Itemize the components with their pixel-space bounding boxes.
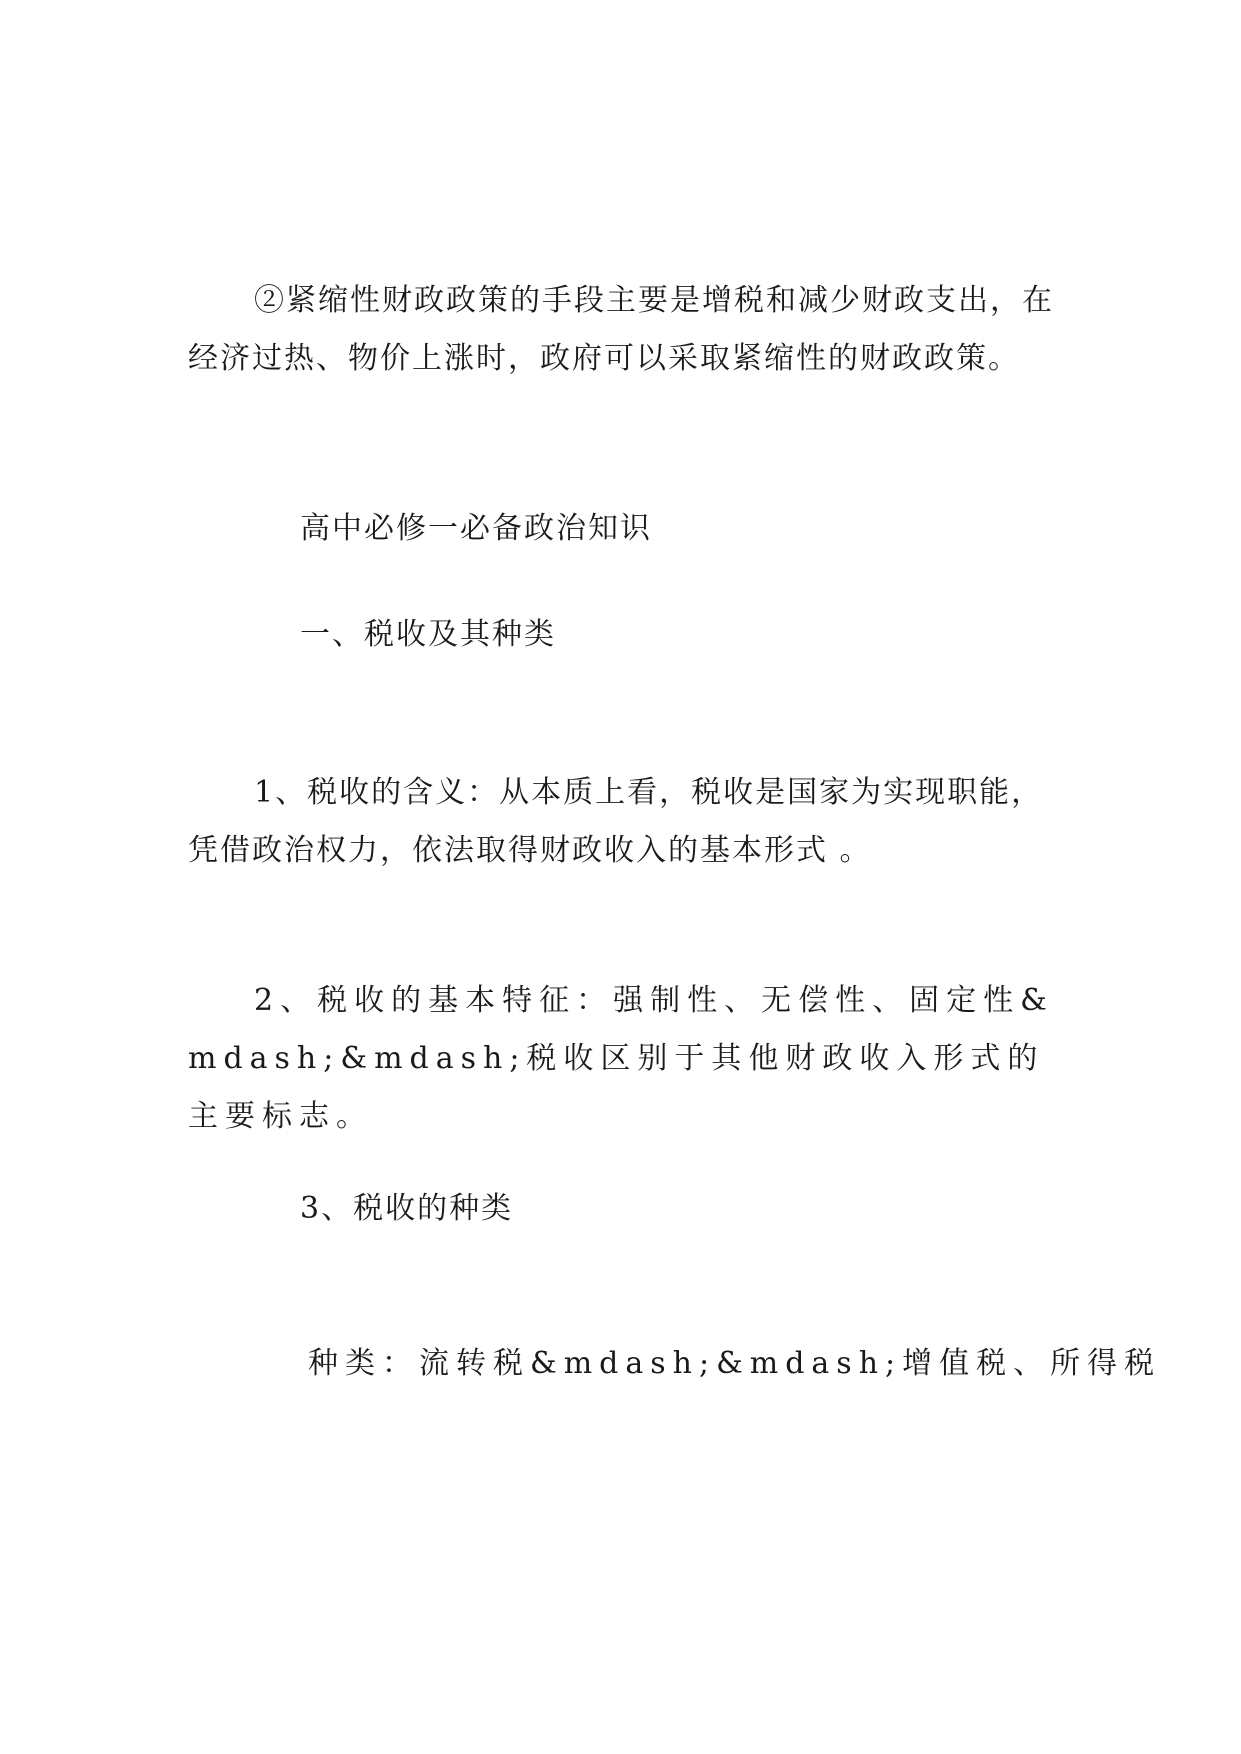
paragraph-contractionary-fiscal-policy: ②紧缩性财政政策的手段主要是增税和减少财政支出，在经济过热、物价上涨时，政府可以采取紧缩性的财政政策。 — [188, 283, 1054, 376]
paragraph-tax-definition: 1、税收的含义：从本质上看，税收是国家为实现职能，凭借政治权力，依法取得财政收入的基本形式 。 — [188, 775, 1044, 868]
section-title: 高中必修一必备政治知识 — [300, 511, 652, 546]
paragraph-tax-category-list: 种类：流转税&mdash;&mdash;增值税、所得税 — [308, 1346, 1162, 1381]
subheading-tax-categories: 3、税收的种类 — [300, 1191, 514, 1226]
paragraph-tax-characteristics: 2、税收的基本特征：强制性、无偿性、固定性&mdash;&mdash;税收区别于其他财政收入形式的主要标志。 — [188, 983, 1054, 1134]
section-heading-tax-types: 一、税收及其种类 — [300, 617, 556, 652]
